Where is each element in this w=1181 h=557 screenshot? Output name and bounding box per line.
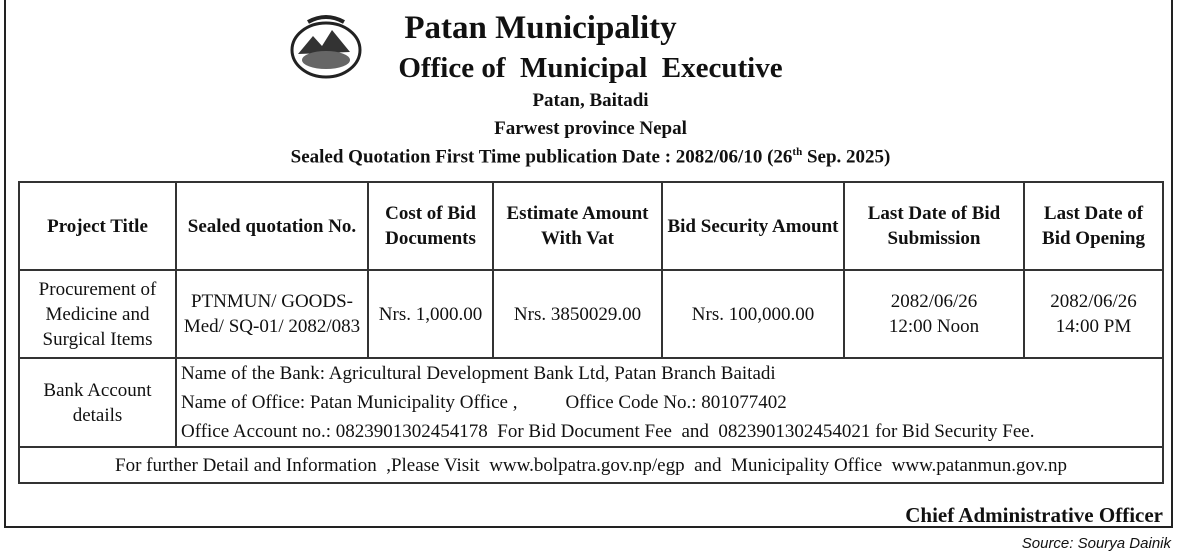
table-row xyxy=(19,270,1163,358)
col-submission: Last Date of Bid Submission xyxy=(844,182,1024,270)
estimate-amount: Nrs. 3850029.00 xyxy=(493,270,662,358)
municipality-title: Patan Municipality xyxy=(404,10,677,46)
col-project-title: Project Title xyxy=(19,182,176,270)
quotation-no: PTNMUN/ GOODS-Med/ SQ-01/ 2082/083 xyxy=(176,270,368,358)
bank-label: Bank Account details xyxy=(19,358,176,447)
footer-row xyxy=(19,447,1163,483)
security-amount: Nrs. 100,000.00 xyxy=(662,270,844,358)
further-info: For further Detail and Information ,Please Visit www.bolpatra.gov.np/egp and Municipality Office www.patanmun.gov.np xyxy=(19,447,1163,483)
source-credit: Source: Sourya Dainik xyxy=(1021,535,1171,552)
col-quotation-no: Sealed quotation No. xyxy=(176,182,368,270)
office-title: Office of Municipal Executive xyxy=(398,52,783,84)
bank-details: Name of the Bank: Agricultural Development Bank Ltd, Patan Branch Baitadi Name of Office: Patan Municipality Office , Office Code No.: 801077402 Office Account no.: 0823901302454178 For Bid Document Fee and 0823901302454021 for Bid Security Fee. xyxy=(176,358,1163,447)
publication-date: Sealed Quotation First Time publication Date : 2082/06/10 (26th Sep. 2025) xyxy=(290,146,891,168)
address: Patan, Baitadi xyxy=(532,90,649,111)
signature: Chief Administrative Officer xyxy=(905,503,1163,527)
col-cost: Cost of Bid Documents xyxy=(368,182,493,270)
col-estimate: Estimate Amount With Vat xyxy=(493,182,662,270)
bank-row xyxy=(19,358,1163,447)
submission-deadline: 2082/06/26 12:00 Noon xyxy=(844,270,1024,358)
province: Farwest province Nepal xyxy=(494,118,687,139)
quotation-table xyxy=(18,181,1164,484)
col-security: Bid Security Amount xyxy=(662,182,844,270)
col-opening: Last Date of Bid Opening xyxy=(1024,182,1163,270)
table-header-row xyxy=(19,182,1163,270)
opening-date: 2082/06/26 14:00 PM xyxy=(1024,270,1163,358)
project-title: Procurement of Medicine and Surgical Items xyxy=(19,270,176,358)
bid-cost: Nrs. 1,000.00 xyxy=(368,270,493,358)
